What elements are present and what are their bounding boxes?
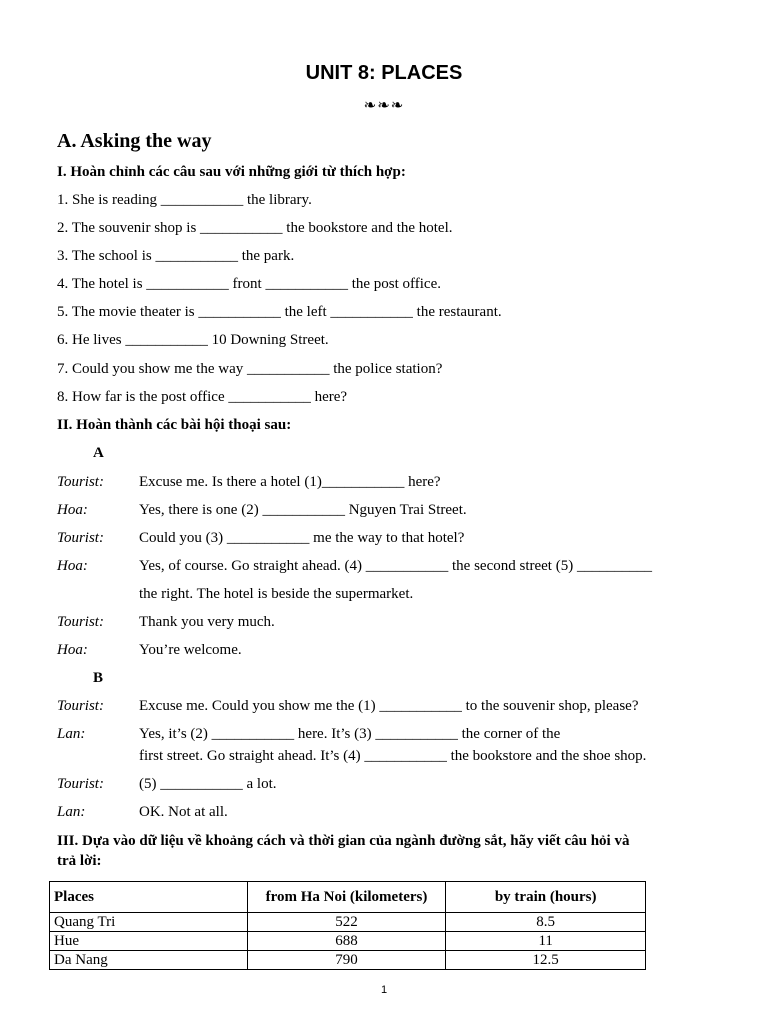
exercise-item-7: 7. Could you show me the way ___________ the police station?: [57, 361, 443, 377]
dialog-line: You’re welcome.: [139, 642, 242, 658]
ornament-divider: ❧❧❧: [363, 96, 405, 114]
exercise-item-4: 4. The hotel is ___________ front ___________ the post office.: [57, 276, 441, 292]
part3-heading-continued: trả lời:: [57, 853, 102, 869]
dialog-line-continued: first street. Go straight ahead. It’s (4) ___________ the bookstore and the shoe shop.: [139, 748, 647, 764]
table-cell-distance: 790: [247, 951, 446, 970]
dialog-speaker: Hoa:: [57, 642, 88, 658]
part2-heading: II. Hoàn thành các bài hội thoại sau:: [57, 417, 292, 433]
exercise-item-8: 8. How far is the post office ___________ here?: [57, 389, 348, 405]
table-row: [50, 951, 646, 970]
dialog-speaker: Lan:: [57, 804, 86, 820]
dialog-speaker: Tourist:: [57, 614, 104, 630]
dialog-speaker: Tourist:: [57, 698, 104, 714]
dialog-line: Could you (3) ___________ me the way to that hotel?: [139, 530, 465, 546]
table-header: from Ha Noi (kilometers): [247, 882, 446, 913]
table-cell-place: Quang Tri: [50, 913, 248, 932]
part3-heading: III. Dựa vào dữ liệu về khoảng cách và thời gian của ngành đường sắt, hãy viết câu hỏi và: [57, 833, 630, 849]
dialog-line: (5) ___________ a lot.: [139, 776, 277, 792]
dialog-speaker: Tourist:: [57, 530, 104, 546]
table-cell-place: Da Nang: [50, 951, 248, 970]
distance-table: [49, 881, 646, 970]
dialog-line: Thank you very much.: [139, 614, 275, 630]
dialog-speaker: Hoa:: [57, 502, 88, 518]
section-heading-a: A. Asking the way: [57, 130, 212, 152]
dialog-line: Excuse me. Could you show me the (1) ___________ to the souvenir shop, please?: [139, 698, 639, 714]
dialog-b-label: B: [93, 670, 104, 686]
page-title: UNIT 8: PLACES: [305, 62, 463, 84]
dialog-a-label: A: [93, 445, 104, 461]
dialog-line-continued: the right. The hotel is beside the supermarket.: [139, 586, 414, 602]
exercise-item-3: 3. The school is ___________ the park.: [57, 248, 295, 264]
page-number: 1: [380, 984, 388, 996]
table-header: by train (hours): [446, 882, 646, 913]
part1-heading: I. Hoàn chỉnh các câu sau với những giới từ thích hợp:: [57, 164, 406, 180]
exercise-item-1: 1. She is reading ___________ the library.: [57, 192, 312, 208]
dialog-line: Yes, of course. Go straight ahead. (4) ___________ the second street (5) __________: [139, 558, 652, 574]
exercise-item-2: 2. The souvenir shop is ___________ the bookstore and the hotel.: [57, 220, 453, 236]
table-cell-hours: 11: [446, 932, 646, 951]
table-cell-distance: 688: [247, 932, 446, 951]
table-row: [50, 932, 646, 951]
table-row: [50, 913, 646, 932]
table-header-row: [50, 882, 646, 913]
dialog-line: Yes, it’s (2) ___________ here. It’s (3) ___________ the corner of the: [139, 726, 561, 742]
table-cell-hours: 8.5: [446, 913, 646, 932]
dialog-speaker: Tourist:: [57, 474, 104, 490]
table-header: Places: [50, 882, 248, 913]
dialog-speaker: Hoa:: [57, 558, 88, 574]
dialog-line: Excuse me. Is there a hotel (1)___________ here?: [139, 474, 441, 490]
exercise-item-6: 6. He lives ___________ 10 Downing Street.: [57, 332, 329, 348]
dialog-speaker: Tourist:: [57, 776, 104, 792]
dialog-line: Yes, there is one (2) ___________ Nguyen Trai Street.: [139, 502, 467, 518]
table-cell-distance: 522: [247, 913, 446, 932]
dialog-line: OK. Not at all.: [139, 804, 228, 820]
dialog-speaker: Lan:: [57, 726, 86, 742]
table-cell-hours: 12.5: [446, 951, 646, 970]
exercise-item-5: 5. The movie theater is ___________ the left ___________ the restaurant.: [57, 304, 502, 320]
table-cell-place: Hue: [50, 932, 248, 951]
